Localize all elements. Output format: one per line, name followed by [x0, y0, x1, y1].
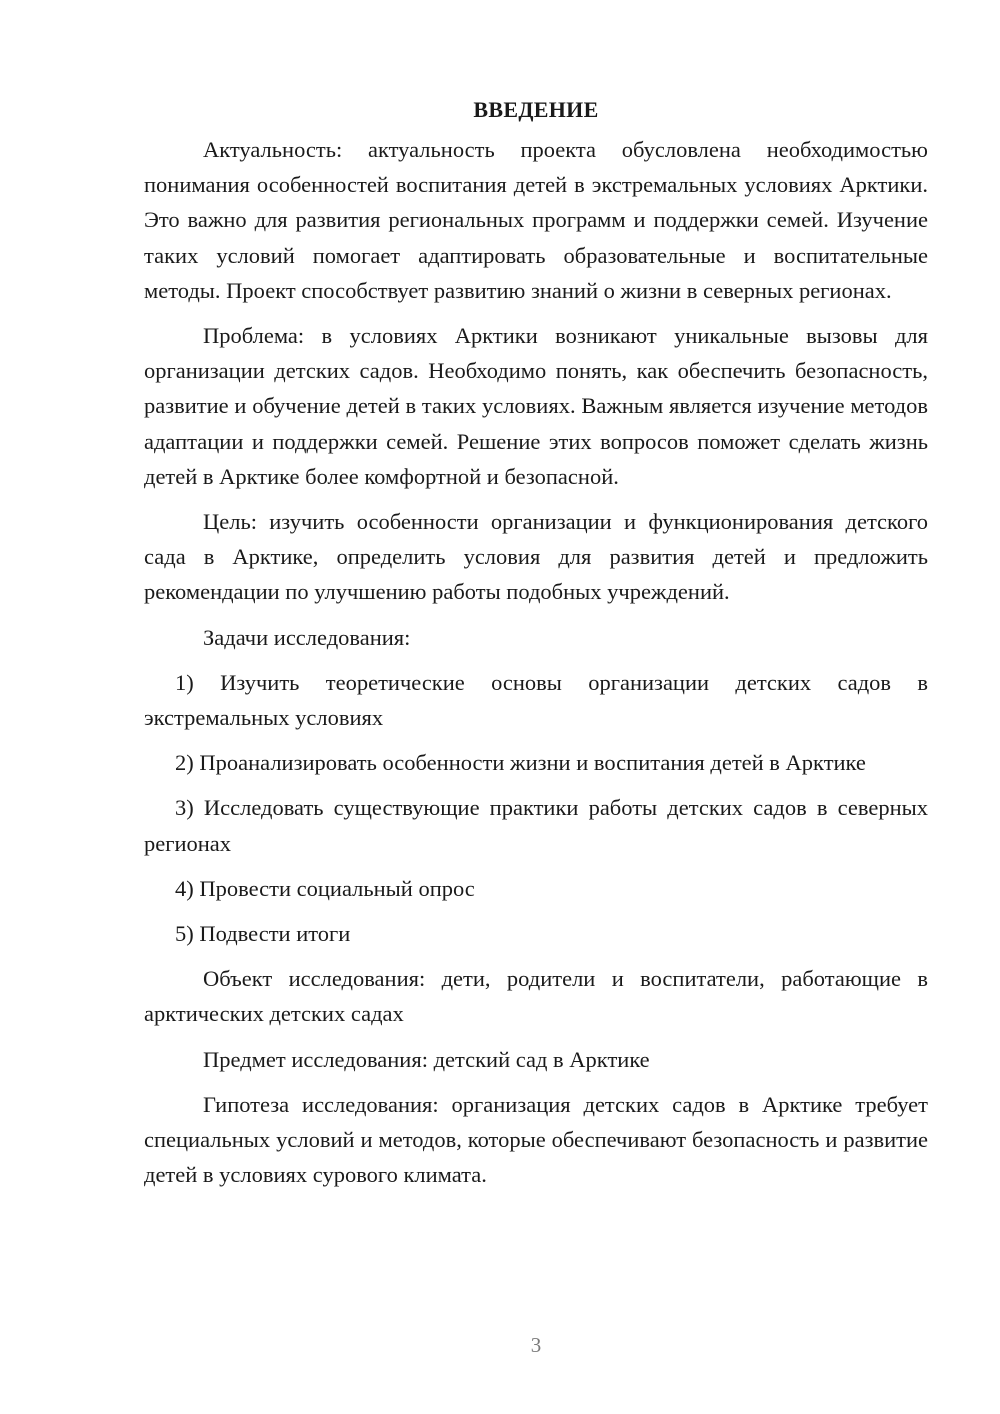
paragraph-goal: Цель: изучить особенности организации и функционирования детского сада в Арктике, определить условия для развития детей и предложить рекомендации по улучшению работы подобных учреждений. [144, 509, 928, 605]
paragraph-tasks-heading: Задачи исследования: [203, 624, 411, 650]
task-item-5: 5) Подвести итоги [175, 921, 351, 947]
paragraph-subject: Предмет исследования: детский сад в Арктике [203, 1046, 650, 1072]
paragraph-relevance: Актуальность: актуальность проекта обусловлена необходимостью понимания особенностей воспитания детей в экстремальных условиях Арктики. Это важно для развития региональных программ и поддержки семей. Изучение таких условий помогает адаптировать образовательные и воспитательные методы. Проект способствует развитию знаний о жизни в северных регионах. [144, 137, 928, 303]
paragraph-hypothesis: Гипотеза исследования: организация детских садов в Арктике требует специальных условий и методов, которые обеспечивают безопасность и развитие детей в условиях сурового климата. [144, 1091, 928, 1188]
document-page [144, 92, 928, 1202]
paragraph-problem: Проблема: в условиях Арктики возникают уникальные вызовы для организации детских садов. Необходимо понять, как обеспечить безопасность, развитие и обучение детей в таких условиях. Важным является изучение методов адаптации и поддержки семей. Решение этих вопросов поможет сделать жизнь детей в Арктике более комфортной и безопасной. [144, 323, 928, 489]
task-item-4: 4) Провести социальный опрос [175, 875, 475, 901]
page-number: 3 [530, 1333, 542, 1357]
paragraph-object: Объект исследования: дети, родители и воспитатели, работающие в арктических детских садах [144, 966, 928, 1027]
task-item-2: 2) Проанализировать особенности жизни и воспитания детей в Арктике [175, 750, 866, 776]
task-item-3: 3) Исследовать существующие практики работы детских садов в северных регионах [144, 795, 928, 856]
task-item-1: 1) Изучить теоретические основы организации детских садов в экстремальных условиях [144, 669, 928, 731]
section-title: ВВЕДЕНИЕ [473, 97, 599, 122]
